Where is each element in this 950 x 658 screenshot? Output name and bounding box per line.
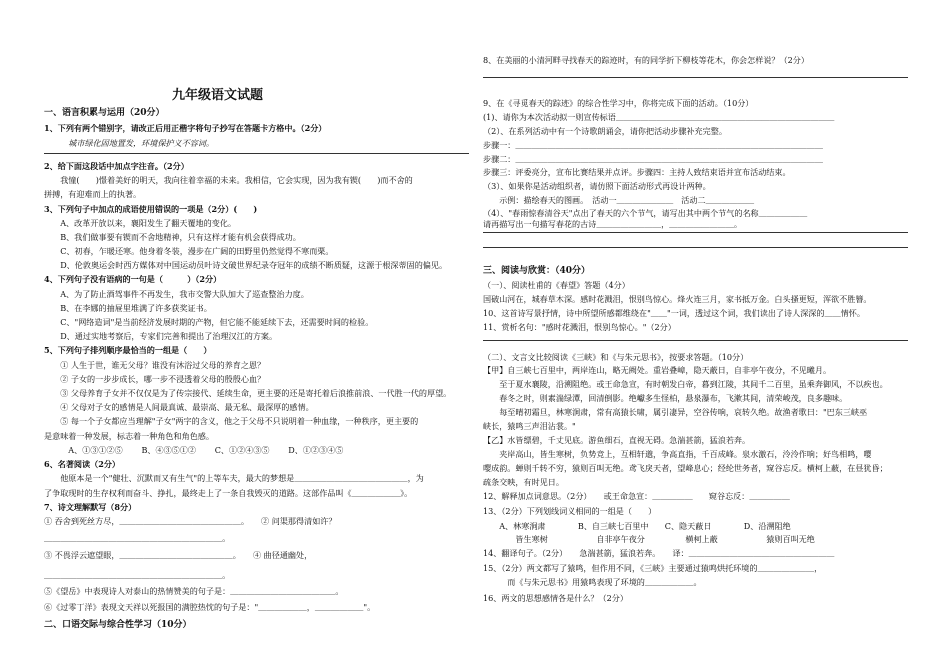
right-text-line: 11、赏析名句："感时花溅泪，恨别鸟惊心。"（2分） bbox=[483, 322, 676, 332]
right-text-line: 12、解释加点词意思。（2分） 或王命急宣：＿＿＿＿＿ 窥谷忘反：＿＿＿＿＿ bbox=[483, 491, 790, 501]
right-text-line: （二）、文言文比较阅读《三峡》和《与朱元思书》，按要求答题。（10分） bbox=[483, 352, 749, 362]
left-text-line: ⑤《望岳》中表现诗人对泰山的热情赞美的句子是：＿＿＿＿＿＿＿＿＿＿＿＿＿。 bbox=[44, 586, 344, 596]
right-text-line: （一）、阅读杜甫的《春望》答题（4分） bbox=[483, 280, 630, 290]
left-text-line: ② 子女的一步步成长，哪一步不浸透着父母的殷殷心血？ bbox=[44, 374, 266, 384]
left-text-line: B、我们做事要有锲而不舍地精神，只有这样才能有机会获得成功。 bbox=[44, 232, 301, 242]
left-text-line: ＿＿＿＿＿＿＿＿＿＿＿＿＿＿＿＿＿＿＿＿＿＿。 bbox=[44, 570, 231, 580]
right-text-line: 嘤成韵。蝉则千转不穷，猿则百叫无绝。鸢飞戾天者，望峰息心；经纶世务者，窥谷忘反。横柯上蔽，在昼犹昏； bbox=[483, 463, 888, 473]
right-text-line: 春冬之时，则素湍绿潭，回清倒影。绝巘多生怪柏，悬泉瀑布，飞漱其间，清荣峻茂，良多趣味。 bbox=[483, 393, 848, 403]
right-text-line: 8、在美丽的小清河畔寻找春天的踪迹时，有的同学折下柳枝等花木，你会怎样说？（2分） bbox=[483, 55, 809, 65]
left-text-line: B、在李娜的抽屉里堆满了许多获奖证书。 bbox=[44, 303, 212, 313]
right-text-line: 【甲】自三峡七百里中，两岸连山，略无阙处。重岩叠嶂，隐天蔽日，自非亭午夜分，不见曦月。 bbox=[483, 365, 832, 375]
left-text-line: 7、诗文理解默写（8分） bbox=[44, 502, 137, 512]
left-text-line: ③ 不畏浮云遮望眼，＿＿＿＿＿＿＿＿＿＿＿＿＿＿。 ④ 曲径通幽处， bbox=[44, 550, 313, 560]
left-text-line: 他原本是一个"健壮、沉默而又有生气"的上等车夫，最大的梦想是＿＿＿＿＿＿＿＿＿＿＿＿＿＿，为 bbox=[44, 473, 424, 483]
left-text-line: 是意味着一种发展，标志着一种角色和角色感。 bbox=[44, 431, 214, 441]
right-text-line: 疏条交映，有时见日。 bbox=[483, 477, 564, 487]
right-text-line: 步骤一：＿＿＿＿＿＿＿＿＿＿＿＿＿＿＿＿＿＿＿＿＿＿＿＿＿＿＿＿＿＿＿＿＿＿＿＿＿＿ bbox=[483, 140, 823, 150]
right-text-line: 国破山河在，城春草木深。感时花溅泪，恨别鸟惊心。烽火连三月，家书抵万金。白头搔更短，浑欲不胜簪。 bbox=[483, 294, 872, 304]
right-text-line: (1)、请你为本次活动拟一则宣传标语＿＿＿＿＿＿＿＿＿＿＿＿＿＿＿＿＿＿＿＿＿＿＿＿＿＿＿ bbox=[483, 112, 835, 122]
left-text-line: A、①③①②⑤ B、④③⑤①② C、①②④③⑤ D、①②③④⑤ bbox=[44, 445, 344, 455]
left-text-line: 二、口语交际与综合性学习（10分） bbox=[44, 620, 192, 630]
right-text-line: A、林寒涧肃 B、自三峡七百里中 C、隐天蔽日 D、沿溯阻绝 bbox=[483, 521, 791, 531]
left-text-line: 一、语言积累与运用（20分） bbox=[44, 108, 165, 118]
right-text-line: 13、（2分）下列划线词义相同的一组是（ ） bbox=[483, 506, 657, 516]
left-text-line: 6、名著阅读（2分） bbox=[44, 459, 121, 469]
right-text-line: （4）、"春雨惊春清谷天"点出了春天的六个节气，请写出其中两个节气的名称＿＿＿＿＿＿ bbox=[483, 208, 808, 218]
right-text-line: 10、这首诗写景抒情，诗中所望所感都维绕在"＿＿"一词，透过这个词，我们读出了诗人深深的＿＿情怀。 bbox=[483, 308, 865, 318]
right-text-line: 【乙】水皆缥碧，千丈见底。游鱼细石，直视无碍。急湍甚箭，猛浪若奔。 bbox=[483, 435, 751, 445]
left-text-line: A、为了防止酒驾事件不再发生，我市交警大队加大了巡查整治力度。 bbox=[44, 289, 309, 299]
right-text-line: 而《与朱元思书》用猿鸣表现了环境的＿＿＿＿＿＿。 bbox=[483, 577, 702, 587]
left-text-line: ① 人生于世，谁无父母？谁没有沐浴过父母的养育之恩？ bbox=[44, 360, 266, 370]
answer-line bbox=[44, 153, 469, 154]
right-text-line: （2）、在系列活动中有一个诗歌朗诵会，请你把活动步骤补充完整。 bbox=[483, 126, 727, 136]
left-text-line: D、伦敦奥运会时西方媒体对中国运动员叶诗文破世界纪录夺冠年的成绩不断质疑，这源于根深蒂固的偏见。 bbox=[44, 260, 448, 270]
left-text-line: ⑥《过零丁洋》表现文天祥以死报国的满腔热忱的句子是："＿＿＿＿＿＿，＿＿＿＿＿＿"。 bbox=[44, 602, 376, 612]
left-text-line: 1、下列有两个错别字，请改正后用正楷字将句子抄写在答题卡方格中。（2分） bbox=[44, 123, 327, 133]
left-text-line: ① 吞舍到死丝方尽，＿＿＿＿＿＿＿＿＿＿＿＿＿＿＿。 ② 问渠那得清如许？ bbox=[44, 516, 337, 526]
left-text-line: C、"网络造词"是当前经济发展时期的产物，但它能不能延续下去，还需要时间的检验。 bbox=[44, 317, 374, 327]
right-text-line: （3）、如果你是活动组织者，请仿照下面活动形式再设计两种。 bbox=[483, 181, 711, 191]
left-text-line: A、改革开放以来，襄阳发生了翻天覆地的变化。 bbox=[44, 218, 237, 228]
right-text-line: 至于夏水襄陵，沿溯阻绝。或王命急宣，有时朝发白帝，暮到江陵，其间千二百里，虽乘奔御风，不以疾也。 bbox=[483, 379, 888, 389]
answer-line bbox=[483, 340, 908, 341]
left-text-line: 2、给下面这段话中加点字注音。（2分） bbox=[44, 161, 189, 171]
right-text-line: 14、翻译句子。（2分） 急湍甚箭，猛浪若奔。 译：＿＿＿＿＿＿＿＿＿＿＿＿＿＿＿＿＿＿ bbox=[483, 548, 835, 558]
left-text-line: ④ 父母对子女的感情是人间最真诚、最崇高、最无私、最深厚的感情。 bbox=[44, 402, 314, 412]
right-text-line: 峡长，猿鸣三声泪沾裳。" bbox=[483, 421, 576, 431]
answer-line bbox=[483, 247, 908, 248]
left-text-line: 3、下列句子中加点的成语使用错误的一项是（2分）( ) bbox=[44, 204, 258, 214]
right-text-line: 请再描写出一句描写春花的古诗＿＿＿＿＿＿＿＿，＿＿＿＿＿＿＿＿。 bbox=[483, 219, 743, 229]
right-text-line: 步骤二：＿＿＿＿＿＿＿＿＿＿＿＿＿＿＿＿＿＿＿＿＿＿＿＿＿＿＿＿＿＿＿＿＿＿＿＿＿＿ bbox=[483, 154, 823, 164]
right-column bbox=[483, 0, 923, 658]
right-text-line: 16、两文的思想感情各是什么？（2分） bbox=[483, 593, 628, 603]
answer-line bbox=[483, 232, 908, 233]
right-text-line: 三、阅读与欣赏：（40分） bbox=[483, 266, 591, 276]
right-text-line: 每至晴初霜旦，林寒涧肃，常有高猿长啸，属引凄异，空谷传响，哀转久绝。故渔者歌曰："巴东三峡巫 bbox=[483, 407, 868, 417]
left-text-line: C、初春，乍暖还寒。他身着冬装，漫步在广阔的田野里仍然觉得不寒而栗。 bbox=[44, 246, 334, 256]
right-text-line: 步骤三：评委亮分，宣布比赛结果并点评。步骤四：主持人致结束语并宣布活动结束。 bbox=[483, 167, 791, 177]
left-column bbox=[44, 0, 469, 658]
left-text-line: D、通过实地考察后，专家们完善和提出了治理汉江的方案。 bbox=[44, 331, 278, 341]
left-text-line: ③ 父母养育子女并不仅仅是为了传宗接代、延续生命，更主要的还是寄托着后浪推前浪、一代胜一代的厚望。 bbox=[44, 388, 452, 398]
left-text-line: 我憧( )憬着美好的明天，我向往着幸福的未来。我相信，它会实现，因为我有锲( )而不舍的 bbox=[44, 175, 413, 185]
left-text-line: ＿＿＿＿＿＿＿＿＿＿＿＿＿＿＿＿＿＿＿＿＿＿。 bbox=[44, 533, 231, 543]
right-text-line: 皆生寒树 自非亭午夜分 横柯上蔽 猿则百叫无绝 bbox=[483, 534, 815, 544]
right-text-line: 15、（2分）两文都写了猿鸣，但作用不同，《三峡》主要通过猿鸣烘托环境的＿＿＿＿＿＿＿， bbox=[483, 563, 823, 573]
left-text-line: 了争取现时的生存权利而奋斗、挣扎，最终走上了一条自我毁灭的道路。这部作品叫《＿＿＿＿＿＿》。 bbox=[44, 488, 413, 498]
right-text-line: 夹岸高山，皆生寒树，负势竞上，互相轩邈，争高直指，千百成峰。泉水激石，泠泠作响；好鸟相鸣，嘤 bbox=[483, 449, 872, 459]
left-text-line: ⑤ 每一个子女都应当理解"子女"两字的含义，他之于父母不只说明着一种血缘，一种秩序，更主要的 bbox=[44, 416, 419, 426]
right-text-line: 示例：描绘春天的图画。 活动一＿＿＿＿＿＿＿ 活动二＿＿＿＿＿＿ bbox=[483, 195, 755, 205]
page-title: 九年级语文试题 bbox=[172, 88, 264, 103]
left-text-line: 城市绿化固地置发，环境保护义不容词。 bbox=[44, 138, 214, 148]
left-text-line: 5、下列句子排列顺序最恰当的一组是（ ） bbox=[44, 345, 212, 355]
answer-line bbox=[483, 77, 908, 78]
left-text-line: 4、下列句子没有语病的一句是（ ）（2分） bbox=[44, 274, 222, 284]
right-text-line: 9、在《寻觅春天的踪迹》的综合性学习中，你将完成下面的活动。（10分） bbox=[483, 98, 754, 108]
left-text-line: 拼搏，有迎难而上的执著。 bbox=[44, 189, 142, 199]
